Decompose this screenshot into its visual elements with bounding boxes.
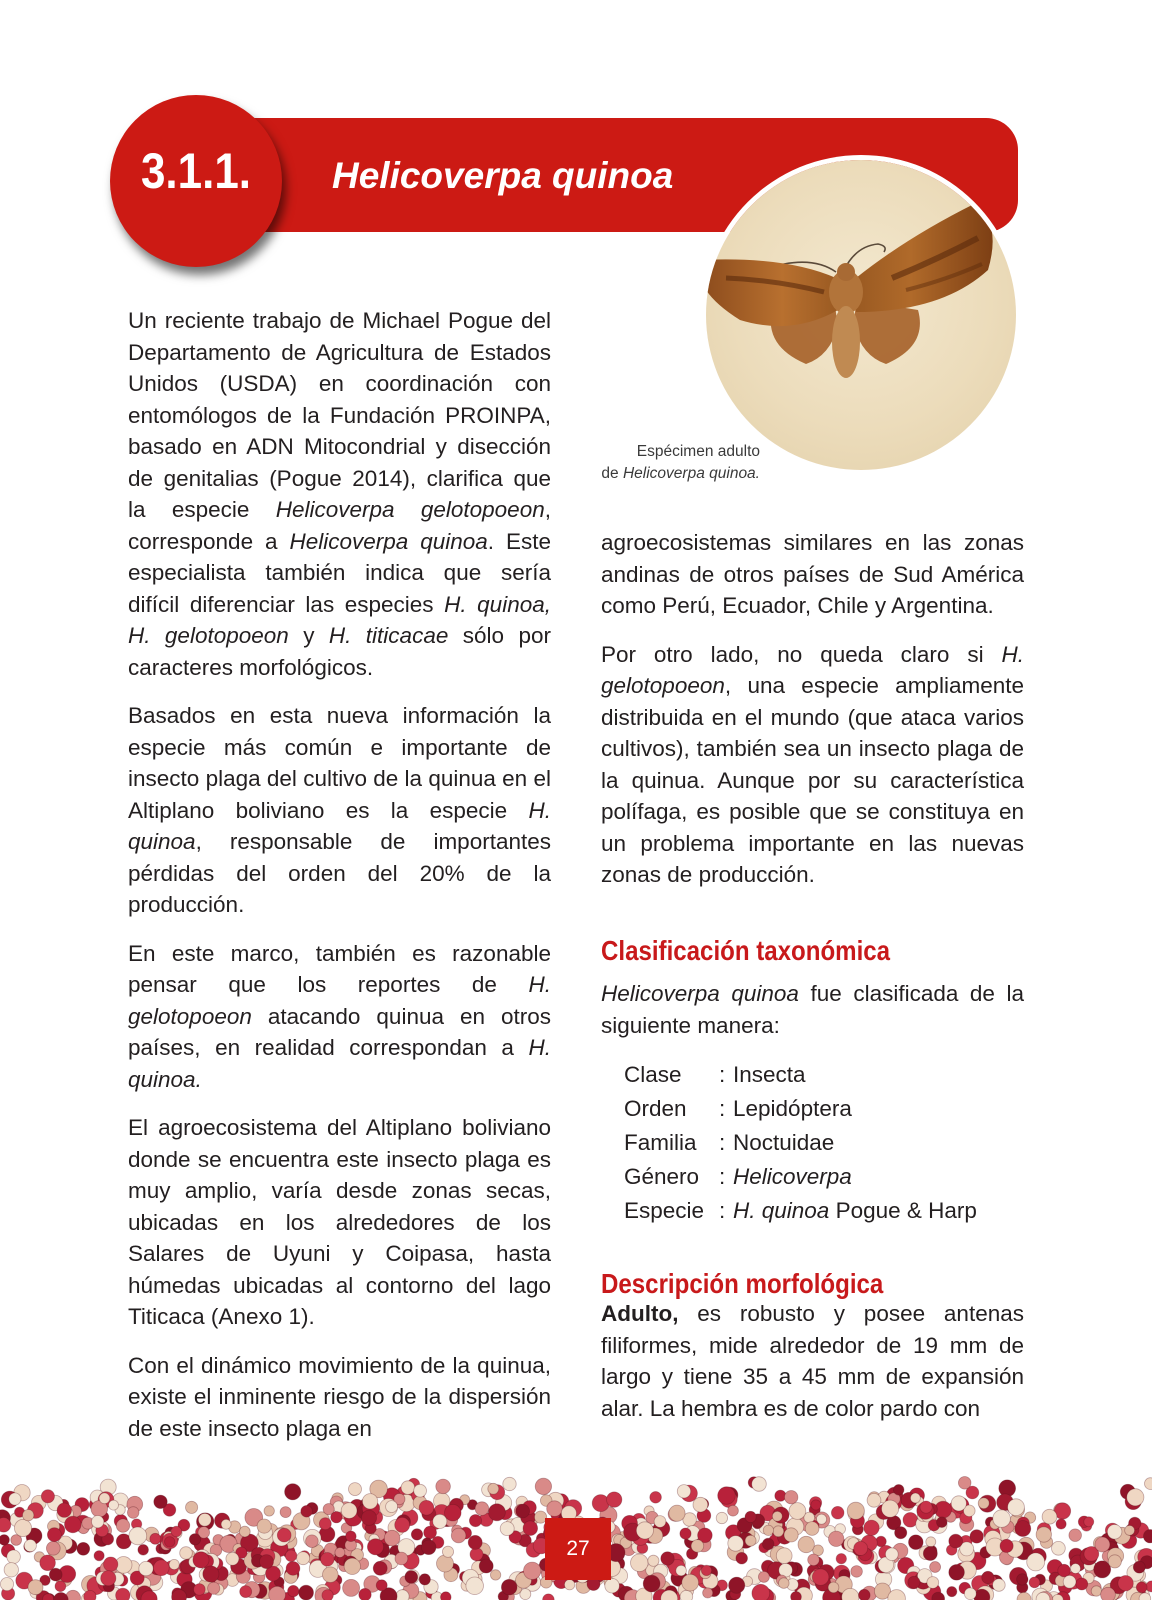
photo-caption <box>570 441 760 485</box>
moth-specimen-photo <box>706 160 1016 470</box>
paragraph-3: En este marco, también es razonable pensar que los reportes de H. gelotopoeon atacando quinua en otros países, en realidad correspondan a H. quinoa. <box>128 940 551 1092</box>
taxonomy-intro: Helicoverpa quinoa fue clasificada de la siguiente manera: <box>601 981 1025 1038</box>
page-number: 27 <box>545 1518 611 1580</box>
taxonomy-row: Orden : Lepidóptera <box>624 1096 852 1121</box>
taxonomy-row: Especie : H. quinoa Pogue & Harp <box>624 1198 977 1223</box>
taxonomy-table <box>624 1058 977 1228</box>
taxonomy-heading: Clasificación taxonómica <box>601 935 891 966</box>
paragraph-5: Con el dinámico movimiento de la quinua, existe el inminente riesgo de la dispersión de este insecto plaga en <box>128 1352 551 1441</box>
moth-illustration <box>706 160 1016 470</box>
paragraph-2: Basados en esta nueva información la especie más común e importante de insecto plaga del cultivo de la quinua en el Altiplano boliviano es la especie H. quinoa, responsable de importantes pérdidas del orden del 20% de la producción. <box>128 703 551 917</box>
paragraph-1: Un reciente trabajo de Michael Pogue del Departamento de Agricultura de Estados Unidos (USDA) en coordinación con entomólogos de la Fundación PROINPA, basado en ADN Mitocondrial y disección de genitalias (Pogue 2014), clarifica que la especie Helicoverpa gelotopoeon, corresponde a Helicoverpa quinoa. Este especialista también indica que sería difícil diferenciar las especies H. quinoa, H. gelotopoeon y H. titicacae sólo por caracteres morfológicos. <box>128 308 551 680</box>
caption-species: Helicoverpa quinoa. <box>622 465 760 482</box>
left-text-column <box>128 305 551 1461</box>
section-title: Helicoverpa quinoa <box>332 155 674 196</box>
caption-line-1: Espécimen adulto <box>636 443 760 460</box>
taxonomy-row: Clase : Insecta <box>624 1062 806 1087</box>
right-text-column <box>601 527 1024 908</box>
morphology-heading: Descripción morfológica <box>601 1268 884 1299</box>
paragraph-7: Por otro lado, no queda claro si H. gelotopoeon, una especie ampliamente distribuida en el mundo (que ataca varios cultivos), también sea un insecto plaga de la quinua. Aunque por su característica polífaga, es posible que se constituya en un problema importante en las nuevas zonas de producción. <box>601 641 1024 887</box>
taxonomy-row: Género : Helicoverpa <box>624 1164 852 1189</box>
paragraph-4: El agroecosistema del Altiplano boliviano donde se encuentra este insecto plaga es muy amplio, varía desde zonas secas, ubicadas en los alrededores de los Salares de Uyuni y Coipasa, hasta húmedas ubicadas al contorno del lago Titicaca (Anexo 1). <box>128 1115 551 1329</box>
caption-prefix: de <box>601 465 623 482</box>
paragraph-6: agroecosistemas similares en las zonas andinas de otros países de Sud América como Perú, Ecuador, Chile y Argentina. <box>601 530 1024 618</box>
taxonomy-row: Familia : Noctuidae <box>624 1130 835 1155</box>
section-number: 3.1.1. <box>140 143 252 199</box>
caption-line-2 <box>570 463 760 485</box>
morphology-paragraph: Adulto, es robusto y posee antenas filiformes, mide alrededor de 19 mm de largo y tiene 35 a 45 mm de expansión alar. La hembra es de color pardo con <box>601 1301 1024 1421</box>
